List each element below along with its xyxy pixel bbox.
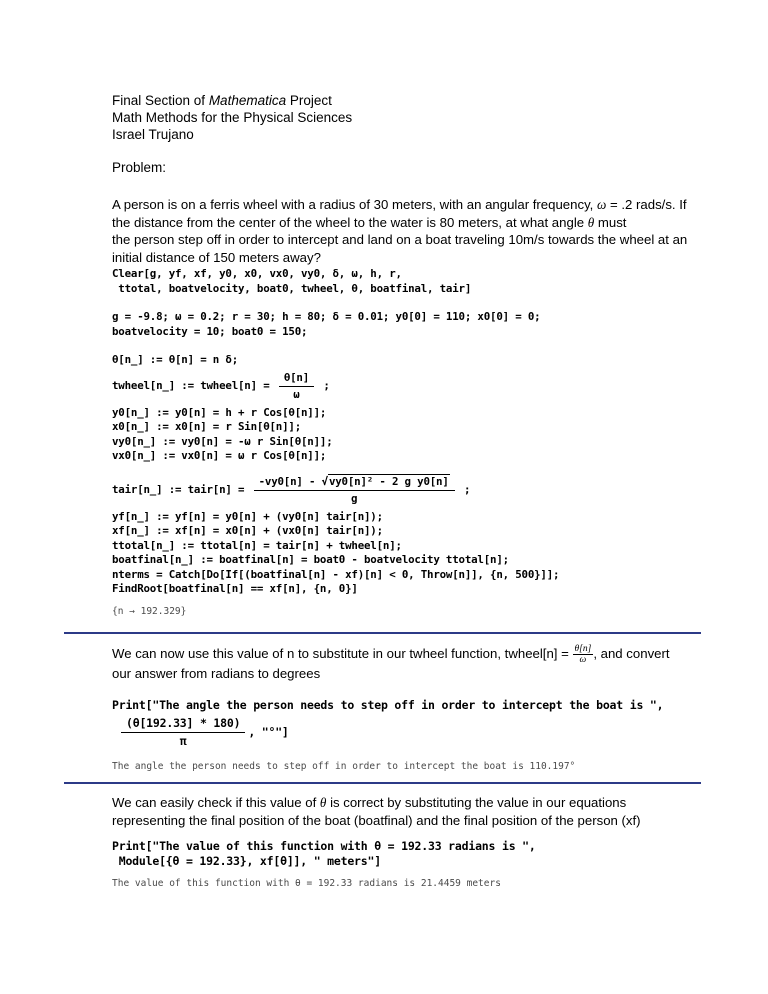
inline-fraction — [573, 644, 594, 665]
code-line-clear-1: Clear[g, yf, xf, y0, x0, vx0, vy0, δ, ω, h, r, — [112, 267, 402, 280]
twheel-fraction-numerator: θ[n] — [279, 371, 314, 388]
inline-fraction-numerator: θ[n] — [574, 643, 592, 654]
problem-text-1: A person is on a ferris wheel with a radius of 30 meters, with an angular frequency, — [112, 197, 598, 212]
square-root — [322, 474, 450, 488]
tair-suffix: ; — [457, 483, 471, 497]
theta-symbol: θ — [319, 795, 327, 810]
print-check-line-1: Print["The value of this function with θ = 192.33 radians is ", — [112, 839, 536, 853]
code-line-boatfinal: boatfinal[n_] := boatfinal[n] = boat0 - boatvelocity ttotal[n]; — [112, 553, 509, 566]
inline-fraction-denominator: ω — [579, 654, 587, 665]
tair-fraction — [254, 475, 455, 507]
section-3-text-1: We can easily check if this value of — [112, 795, 320, 810]
code-spacer — [112, 296, 692, 310]
print-angle-output: The angle the person needs to step off in order to intercept the boat is 110.197° — [112, 761, 576, 772]
findroot-output: {n → 192.329} — [112, 605, 187, 617]
section-2-paragraph — [112, 644, 692, 683]
header-line-1 — [112, 92, 692, 109]
print-angle-suffix: , "°"] — [248, 725, 289, 739]
problem-text-4: the person step off in order to intercept and land on a boat traveling 10m/s towards the wheel at an initial distance of 150 meters away? — [112, 232, 688, 265]
radical-sign-icon: √ — [321, 474, 328, 488]
section-3-paragraph — [112, 794, 692, 829]
code-block-print-angle — [112, 698, 692, 752]
print-check-line-2: Module[{θ = 192.33}, xf[θ]], " meters"] — [112, 854, 381, 868]
radicand: vy0[n]² - 2 g y0[n] — [328, 474, 449, 488]
degrees-fraction-denominator: π — [179, 734, 187, 748]
code-line-vx0: vx0[n_] := vx0[n] = ω r Cos[θ[n]]; — [112, 449, 327, 462]
problem-text-3: must — [594, 214, 627, 230]
section-3 — [112, 794, 692, 890]
problem-paragraph — [112, 196, 692, 266]
code-line-twheel — [112, 368, 692, 406]
code-block-print-check — [112, 839, 692, 869]
omega-symbol: ω — [597, 197, 607, 212]
code-block-main — [112, 267, 692, 597]
twheel-fraction — [279, 371, 314, 403]
section-divider — [64, 782, 701, 784]
tair-prefix: tair[n_] := tair[n] = — [112, 483, 251, 497]
twheel-fraction-denominator: ω — [293, 388, 300, 401]
code-spacer — [112, 464, 692, 472]
theta-symbol: θ — [587, 214, 595, 230]
code-line-vy0: vy0[n_] := vy0[n] = -ω r Sin[θ[n]]; — [112, 434, 333, 448]
code-line-clear-2: ttotal, boatvelocity, boat0, twheel, θ, boatfinal, tair] — [112, 281, 472, 295]
header-line-1-post: Project — [286, 93, 332, 108]
tair-fraction-numerator — [254, 475, 455, 492]
code-line-theta: θ[n_] := θ[n] = n δ; — [112, 353, 239, 366]
problem-label: Problem: — [112, 160, 167, 175]
code-line-tair — [112, 472, 692, 510]
print-angle-line-1: Print["The angle the person needs to step off in order to intercept the boat is ", — [112, 698, 664, 712]
header-line-2: Math Methods for the Physical Sciences — [112, 110, 353, 125]
code-line-x0: x0[n_] := x0[n] = r Sin[θ[n]]; — [112, 420, 302, 433]
code-line-ttotal: ttotal[n_] := ttotal[n] = tair[n] + twheel[n]; — [112, 538, 402, 552]
section-2-text-2: , and convert our answer from radians to degrees — [112, 645, 670, 681]
code-line-y0: y0[n_] := y0[n] = h + r Cos[θ[n]]; — [112, 405, 327, 419]
header-block — [112, 92, 692, 618]
degrees-fraction — [121, 716, 245, 749]
print-check-output: The value of this function with θ = 192.33 radians is 21.4459 meters — [112, 878, 501, 889]
section-3-text-2: is correct by substituting the value in our equations representing the final position of the boat (boatfinal) and the final position of the person (xf) — [112, 795, 641, 828]
section-2 — [112, 644, 692, 774]
section-2-text-1: We can now use this value of n to substitute in our twheel function, twheel[n] = — [112, 645, 573, 661]
twheel-suffix: ; — [317, 379, 330, 393]
code-line-findroot: FindRoot[boatfinal[n] == xf[n], {n, 0}] — [112, 582, 358, 595]
code-line-xf: xf[n_] := xf[n] = x0[n] + (vx0[n] tair[n]); — [112, 524, 383, 537]
tair-fraction-denominator: g — [350, 492, 358, 505]
header-line-3: Israel Trujano — [112, 127, 194, 142]
code-spacer — [112, 339, 692, 353]
degrees-fraction-numerator: (θ[192.33] * 180) — [121, 716, 245, 733]
code-line-boat: boatvelocity = 10; boat0 = 150; — [112, 324, 308, 338]
problem-text-2: = .2 rads/s. If the distance from the center of the wheel to the water is 80 meters, at what angle — [112, 197, 687, 230]
header-line-1-pre: Final Section of — [112, 93, 209, 108]
print-angle-line-2 — [112, 713, 692, 752]
twheel-prefix: twheel[n_] := twheel[n] = — [112, 379, 276, 393]
header-line-1-italic: Mathematica — [208, 93, 287, 108]
tair-numerator-pre: -vy0[n] - — [258, 474, 322, 488]
section-divider — [64, 632, 701, 634]
code-line-constants: g = -9.8; ω = 0.2; r = 30; h = 80; δ = 0.01; y0[0] = 110; x0[0] = 0; — [112, 310, 541, 323]
code-line-yf: yf[n_] := yf[n] = y0[n] + (vy0[n] tair[n]); — [112, 509, 383, 523]
code-line-nterms: nterms = Catch[Do[If[(boatfinal[n] - xf)[n] < 0, Throw[n]], {n, 500}]]; — [112, 567, 560, 581]
